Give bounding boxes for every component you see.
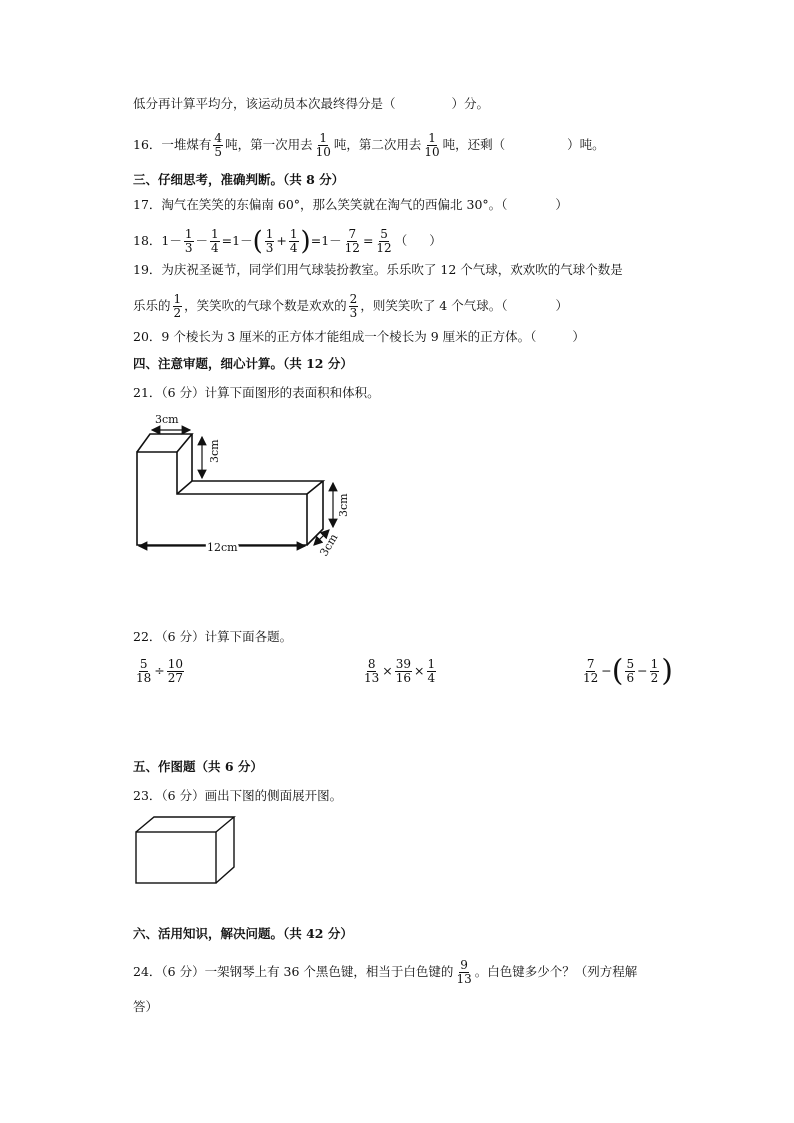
section-6-heading: 六、活用知识，解决问题。（共 42 分） (133, 926, 353, 941)
fraction: $\frac{1}{2}$ (173, 292, 182, 320)
cuboid-figure (134, 814, 238, 886)
expression-1: $\frac{5}{18}$ ÷ $\frac{10}{27}$ (136, 657, 184, 685)
fraction: $\frac{9}{13}$ (456, 958, 472, 986)
label-top-width: 3cm (155, 413, 179, 426)
section-4-heading: 四、注意审题，细心计算。（共 12 分） (133, 356, 353, 371)
fraction: $\frac{1}{4}$ (289, 227, 298, 255)
question-22: 22．（6 分）计算下面各题。 (133, 629, 293, 644)
side-face-right (307, 481, 323, 545)
fraction: $\frac{1}{3}$ (184, 227, 193, 255)
question-19-line-2: 乐乐的 $\frac{1}{2}$ ，笑笑吹的气球个数是欢欢的 $\frac{2}{3}$ ，则笑笑吹了 4 个气球。（ ） (133, 292, 568, 320)
cuboid-top-face (136, 817, 234, 832)
section-5-heading: 五、作图题（共 6 分） (133, 759, 263, 774)
question-21: 21．（6 分）计算下面图形的表面积和体积。 (133, 385, 380, 400)
label-depth: 3cm (317, 531, 341, 559)
l-shaped-prism-figure (130, 405, 360, 565)
question-23: 23．（6 分）画出下图的侧面展开图。 (133, 788, 343, 803)
fraction: $\frac{1}{4}$ (211, 227, 219, 255)
fraction: $\frac{1}{3}$ (265, 227, 274, 255)
expression-2: $\frac{8}{13}$ × $\frac{39}{16}$ × $\frac{1}{4}$ (364, 657, 436, 685)
question-24-line-2: 答） (133, 999, 159, 1014)
fraction: $\frac{5}{12}$ (376, 227, 392, 255)
top-face-long (177, 481, 323, 494)
fraction: $\frac{4}{5}$ (214, 131, 223, 159)
question-19-line-1: 19．为庆祝圣诞节，同学们用气球装扮教室。乐乐吹了 12 个气球，欢欢吹的气球个数是 (133, 262, 623, 277)
question-17: 17．淘气在笑笑的东偏南 60°，那么笑笑就在淘气的西偏北 30°。（ ） (133, 197, 568, 212)
label-right-height: 3cm (337, 493, 350, 517)
cuboid-front-face (136, 832, 216, 883)
fraction: $\frac{1}{10}$ (424, 131, 440, 159)
label-step-height: 3cm (208, 439, 221, 463)
front-face (137, 452, 307, 545)
top-face-tall (137, 434, 192, 452)
question-20: 20．9 个棱长为 3 厘米的正方体才能组成一个棱长为 9 厘米的正方体。（ ） (133, 329, 585, 344)
q15-tail: 低分再计算平均分，该运动员本次最终得分是（ ）分。 (133, 96, 490, 111)
fraction: $\frac{7}{12}$ (344, 227, 360, 255)
question-18: 18．1－ $\frac{1}{3}$ － $\frac{1}{4}$ =1－( $\frac{1}{3}$ + $\frac{1}{4}$ )=1－ $\frac{7}{12}$ = $\frac{5}{12}$ （ ） (133, 226, 442, 257)
section-3-heading: 三、仔细思考，准确判断。（共 8 分） (133, 172, 345, 187)
question-24-line-1: 24．（6 分）一架钢琴上有 36 个黑色键，相当于白色键的 $\frac{9}{13}$ 。白色键多少个？（列方程解 (133, 958, 638, 986)
fraction: $\frac{2}{3}$ (349, 292, 358, 320)
label-length: 12cm (207, 541, 238, 554)
cuboid-side-face (216, 817, 234, 883)
question-16: 16．一堆煤有 $\frac{4}{5}$ 吨，第一次用去 $\frac{1}{10}$ 吨，第二次用去 $\frac{1}{10}$ 吨，还剩（ ）吨。 (133, 131, 605, 159)
fraction: $\frac{1}{10}$ (315, 131, 331, 159)
expression-3: $\frac{7}{12}$ −( $\frac{5}{6}$ − $\frac{1}{2}$ ) (583, 653, 673, 689)
